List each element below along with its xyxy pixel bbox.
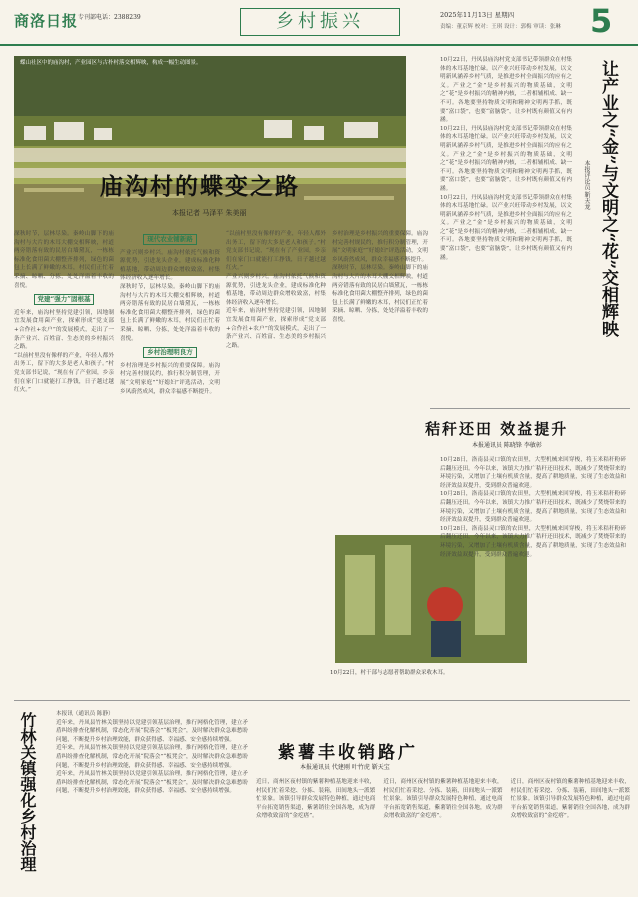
feature-headline: 庙沟村的蝶变之路 [100, 173, 300, 200]
editor-credits: 责编：董京辉 校对：王琪 设计：郭梅 审读：张琳 [440, 24, 561, 30]
divider [430, 408, 630, 409]
subhead-2: 现代农业铺新路 [120, 234, 220, 245]
article2-headline: 秸秆还田 效益提升 [425, 420, 569, 438]
issue-info: 专刊部电话：2388239 [78, 14, 141, 21]
side-article-body: 10月22日，丹凤县庙沟村党支部书记带领群众在村集体的木耳基地忙碌。以产业兴旺带动乡村发展，以文明新风涵养乡村气质，是推进乡村全面振兴的应有之义。产业之“金”是乡村振兴的物质基础，文明之“花”是乡村振兴的精神内核，二者相辅相成、缺一不可。各地要坚持物质文明和精神文明两手抓，既要“富口袋”，也要“富脑袋”，让乡村既有颜值又有内涵。 10月22日，丹凤县庙沟村党支部书记带领群众在村集体的木耳基地忙碌。以产业兴旺带动乡村发展，以文明新风涵养乡村气质，是推进乡村全面振兴的应有之义。产业之“金”是乡村振兴的物质基础，文明之“花”是乡村振兴的精神内核，二者相辅相成、缺一不可。各地要坚持物质文明和精神文明两手抓，既要“富口袋”，也要“富脑袋”，让乡村既有颜值又有内涵。 10月22日，丹凤县庙沟村党支部书记带领群众在村集体的木耳基地忙碌。以产业兴旺带动乡村发展，以文明新风涵养乡村气质，是推进乡村全面振兴的应有之义。产业之“金”是乡村振兴的物质基础，文明之“花”是乡村振兴的精神内核，二者相辅相成、缺一不可。各地要坚持物质文明和精神文明两手抓，既要“富口袋”，也要“富脑袋”，让乡村既有颜值又有内涵。 [440, 57, 572, 261]
article4-body: 本报讯（通讯员 陈静） 近年来，丹凤县竹林关镇坚持以党建引领基层治理，推行网格化管理，建立矛盾纠纷排查化解机制，常态化开展“院落会”“板凳会”，及时解决群众急难愁盼问题，不断提升乡村治理效能，群众获得感、幸福感、安全感持续增强。 近年来，丹凤县竹林关镇坚持以党建引领基层治理，推行网格化管理，建立矛盾纠纷排查化解机制，常态化开展“院落会”“板凳会”，及时解决群众急难愁盼问题，不断提升乡村治理效能，群众获得感、幸福感、安全感持续增强。 近年来，丹凤县竹林关镇坚持以党建引领基层治理，推行网格化管理，建立矛盾纠纷排查化解机制，常态化开展“院落会”“板凳会”，及时解决群众急难愁盼问题，不断提升乡村治理效能，群众获得感、幸福感、安全感持续增强。 [56, 711, 248, 795]
feature-column-3: “以前村里没有像样的产业，年轻人都外出务工，留下的大多是老人和孩子。”村党支部书记说，“现在有了产业园，乡亲们在家门口就能打工挣钱，日子越过越红火。” 产业兴则乡村兴。庙沟村依托气候和资源优势，引进龙头企业，建成标准化种植基地，带动周边群众增收致富，村集体经济收入逐年增长。 近年来，庙沟村坚持党建引领，因地制宜发展食用菌产业，探索形成“党支部+合作社+农户”的发展模式，走出了一条产业兴、百姓富、生态美的乡村振兴之路。 [226, 231, 326, 349]
feature-column-1: 深秋时节，层林尽染。秦岭山脚下的庙沟村与大片的木耳大棚交相辉映，村道两旁错落有致的民居白墙黛瓦，一栋栋标准化食用菌大棚整齐排列，绿色的菌包上长满了鲜嫩的木耳，村民们正忙着采摘、晾晒、分拣，处处洋溢着丰收的喜悦。 党建“强力”固根基 近年来，庙沟村坚持党建引领，因地制宜发展食用菌产业，探索形成“党支部+合作社+农户”的发展模式，走出了一条产业兴、百姓富、生态美的乡村振兴之路。 “以前村里没有像样的产业，年轻人都外出务工，留下的大多是老人和孩子。”村党支部书记说，“现在有了产业园，乡亲们在家门口就能打工挣钱，日子越过越红火。” [14, 231, 114, 394]
feature-byline: 本报记者 马泽平 朱美丽 [172, 209, 247, 217]
masthead [0, 0, 638, 46]
secondary-photo-caption: 10月22日，村干部与志愿者帮助群众采收木耳。 [330, 670, 449, 676]
subhead-3: 乡村治理明良方 [120, 347, 220, 358]
article3-byline: 本报通讯员 代建刚 叶竹虎 靳天宝 [300, 764, 390, 771]
article3-body: 近日，商州区夜村镇的紫薯种植基地迎来丰收，村民们忙着采挖、分拣、装箱，田间地头一派繁忙景象。该镇引导群众发展特色种植，通过电商平台拓宽销售渠道，紫薯销往全国各地，成为群众增收致富的“金疙瘩”。 近日，商州区夜村镇的紫薯种植基地迎来丰收，村民们忙着采挖、分拣、装箱，田间地头一派繁忙景象。该镇引导群众发展特色种植，通过电商平台拓宽销售渠道，紫薯销往全国各地，成为群众增收致富的“金疙瘩”。 近日，商州区夜村镇的紫薯种植基地迎来丰收，村民们忙着采挖、分拣、装箱，田间地头一派繁忙景象。该镇引导群众发展特色种植，通过电商平台拓宽销售渠道，紫薯销往全国各地，成为群众增收致富的“金疙瘩”。 [256, 779, 630, 820]
page-number: 5 [590, 2, 613, 40]
section-title: 乡村振兴 [240, 8, 400, 36]
feature-column-2: 现代农业铺新路 产业兴则乡村兴。庙沟村依托气候和资源优势，引进龙头企业，建成标准化种植基地，带动周边群众增收致富，村集体经济收入逐年增长。 深秋时节，层林尽染。秦岭山脚下的庙沟村与大片的木耳大棚交相辉映，村道两旁错落有致的民居白墙黛瓦，一栋栋标准化食用菌大棚整齐排列，绿色的菌包上长满了鲜嫩的木耳，村民们正忙着采摘、晾晒、分拣，处处洋溢着丰收的喜悦。 乡村治理明良方 乡村治理是乡村振兴的重要保障。庙沟村完善村规民约，推行积分制管理，开展“文明家庭”“好媳妇”评选活动，文明乡风蔚然成风，群众幸福感不断提升。 [120, 235, 220, 395]
article4-headline: 竹林关镇强化乡村治理 [18, 712, 37, 872]
article2-byline: 本报通讯员 陈晓锋 李敏彰 [472, 442, 542, 449]
article2-body: 10月28日，洛南县灵口镇的农田里，大型机械来回穿梭，将玉米秸秆粉碎后翻压还田。今年以来，该镇大力推广秸秆还田技术，既减少了焚烧带来的环境污染，又增加了土壤有机质含量，提高了耕地质量，实现了生态效益和经济效益双提升，受到群众普遍欢迎。 10月28日，洛南县灵口镇的农田里，大型机械来回穿梭，将玉米秸秆粉碎后翻压还田。今年以来，该镇大力推广秸秆还田技术，既减少了焚烧带来的环境污染，又增加了土壤有机质含量，提高了耕地质量，实现了生态效益和经济效益双提升，受到群众普遍欢迎。 10月28日，洛南县灵口镇的农田里，大型机械来回穿梭，将玉米秸秆粉碎后翻压还田。今年以来，该镇大力推广秸秆还田技术，既减少了焚烧带来的环境污染，又增加了土壤有机质含量，提高了耕地质量，实现了生态效益和经济效益双提升，受到群众普遍欢迎。 [440, 457, 626, 558]
feature-photo-caption: 蝶山社区中的庙沟村，产业园区与古朴村落交相辉映，构成一幅生动图景。 [20, 60, 202, 66]
side-article-headline: 让产业之“金”与文明之“花”交相辉映 [598, 60, 618, 338]
divider [14, 700, 630, 701]
subhead-1: 党建“强力”固根基 [14, 294, 114, 305]
article3-headline: 紫薯丰收销路广 [278, 743, 418, 763]
side-article-byline: 本报评论员 靳天龙 [583, 160, 590, 210]
publication-date: 2025年11月13日 星期四 [440, 11, 515, 19]
feature-column-4: 乡村治理是乡村振兴的重要保障。庙沟村完善村规民约，推行积分制管理，开展“文明家庭”“好媳妇”评选活动，文明乡风蔚然成风，群众幸福感不断提升。 深秋时节，层林尽染。秦岭山脚下的庙沟村与大片的木耳大棚交相辉映，村道两旁错落有致的民居白墙黛瓦，一栋栋标准化食用菌大棚整齐排列，绿色的菌包上长满了鲜嫩的木耳，村民们正忙着采摘、晾晒、分拣，处处洋溢着丰收的喜悦。 [332, 231, 428, 323]
newspaper-logo: 商洛日报 [14, 12, 79, 30]
